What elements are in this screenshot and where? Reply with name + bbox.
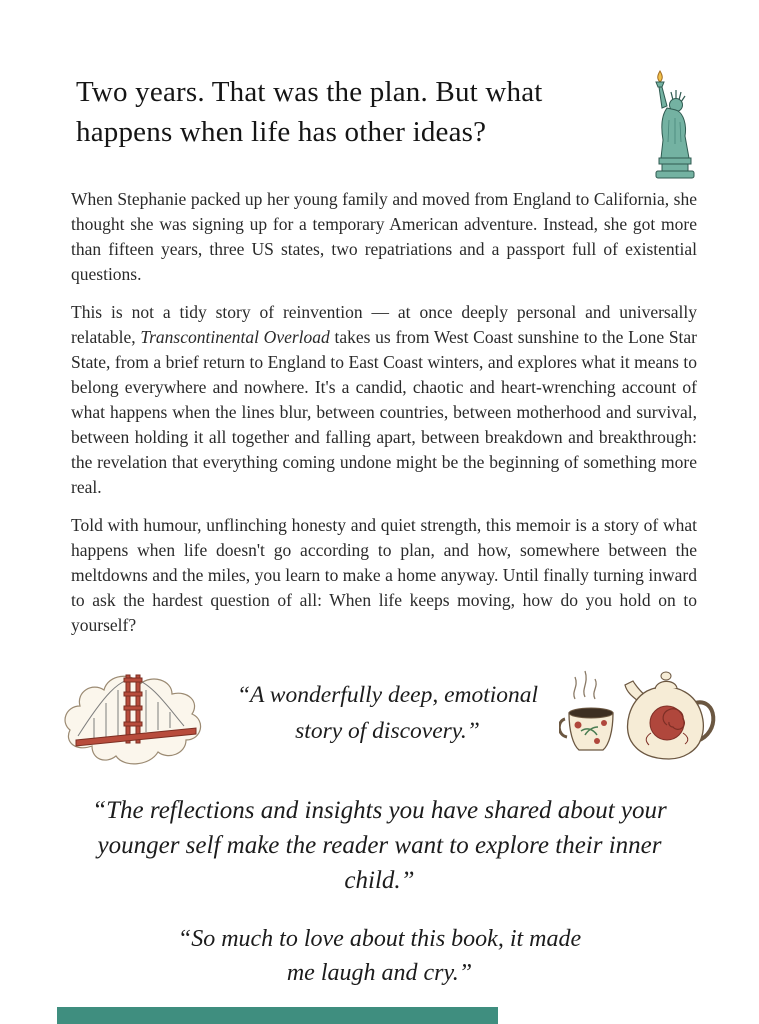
review-quote-1: “A wonderfully deep, emotional story of discovery.” [236, 681, 539, 744]
header [0, 0, 759, 185]
paragraph-2-pre: This is not a tidy story of reinvention — at once deeply personal and universally relatable, [71, 302, 697, 347]
footer-accent-bar [57, 1007, 498, 1024]
synopsis-text [0, 185, 759, 638]
teacup-and-teapot-icon [559, 657, 721, 768]
paragraph-2-post: takes us from West Coast sunshine to the Lone Star State, from a brief return to England to East Coast winters, and explores what it means to belong everywhere and nowhere. It's a candid, chaotic and heart-wrenching account of what happens when the lines blur, between countries, between motherhood and survival, between holding it all together and falling apart, between breakdown and breakthrough: the revelation that everything coming undone might be the beginning of something more real. [71, 327, 698, 497]
statue-of-liberty-icon [631, 68, 703, 185]
review-quote-2: “The reflections and insights you have shared about your younger self make the reader want to explore their inner child.” [92, 797, 667, 894]
paragraph-1: When Stephanie packed up her young family and moved from England to California, she thought she was signing up for a temporary American adventure. Instead, she got more than fifteen years, three US states, two repatriations and a passport full of existential questions. [71, 189, 697, 284]
golden-gate-bridge-icon [58, 648, 216, 777]
review-quote-3: “So much to love about this book, it made me laugh and cry.” [177, 926, 582, 986]
quote-row [0, 638, 759, 777]
paragraph-2 [71, 300, 697, 500]
paragraph-3: Told with humour, unflinching honesty and quiet strength, this memoir is a story of what happens when life doesn't go according to plan, and how, somewhere between the meltdowns and the miles, you learn to make a home anyway. Until finally turning inward to ask the hardest question of all: When life keeps moving, how do you hold on to yourself? [71, 515, 697, 635]
book-title: Transcontinental Overload [140, 327, 330, 347]
page-title: Two years. That was the plan. But what happens when life has other ideas? [76, 76, 543, 149]
